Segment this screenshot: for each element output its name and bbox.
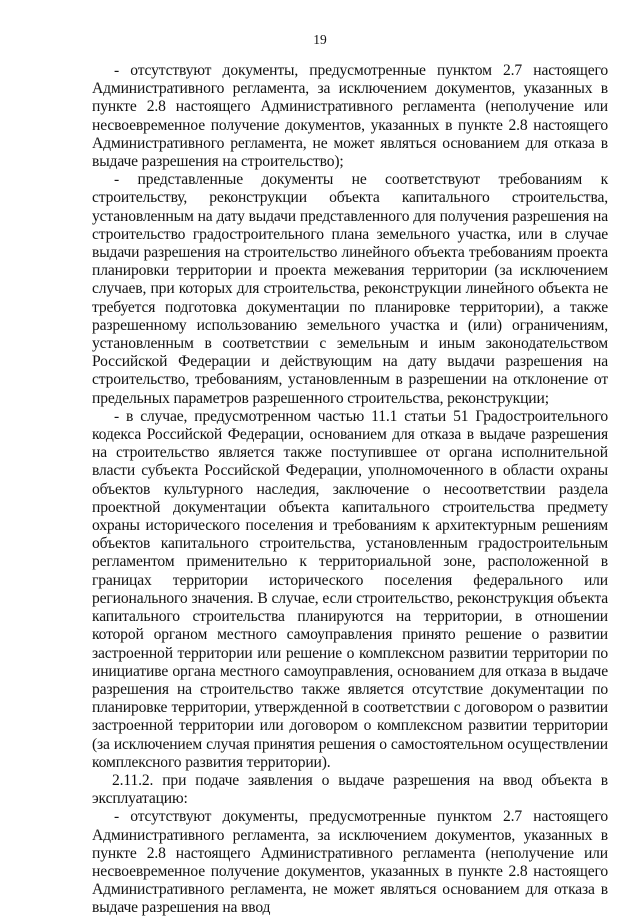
paragraph-noncompliant-documents: - представленные документы не соответствуют требованиям к строительству, реконструкции объекта капитального строительства, установленным на дату выдачи представленного для получения разрешения на строительство градостроительного плана земельного участка, или в случае выдачи разрешения на строительство линейного объекта требованиям проекта планировки территории и проекта межевания территории (за исключением случаев, при которых для строительства, реконструкции линейного объекта не требуется подготовка документации по планировке территории), а также разрешенному использованию земельного участка и (или) ограничениям, установленным в соответствии с земельным и иным законодательством Российской Федерации и действующим на дату выдачи разрешения на строительство, требованиям, установленным в разрешении на отклонение от предельных параметров разрешенного строительства, реконструкции; [92,171,608,407]
paragraph-historical-settlement: - в случае, предусмотренном частью 11.1 статьи 51 Градостроительного кодекса Российской Федерации, основанием для отказа в выдаче разрешения на строительство является также поступившее от органа исполнительной власти субъекта Российской Федерации, уполномоченного в области охраны объектов культурного наследия, заключение о несоответствии раздела проектной документации объекта капитального строительства предмету охраны исторического поселения и требованиям к архитектурным решениям объектов капитального строительства, установленным градостроительным регламентом применительно к территориальной зоне, расположенной в границах территории исторического поселения федерального или регионального значения. В случае, если строительство, реконструкция объекта капитального строительства планируются на территории, в отношении которой органом местного самоуправления принято решение о развитии застроенной территории или решение о комплексном развитии территории по инициативе органа местного самоуправления, основанием для отказа в выдаче разрешения на строительство также является отсутствие документации по планировке территории, утвержденной в соответствии с договором о развитии застроенной территории или договором о комплексном развитии территории (за исключением случая принятия решения о самостоятельном осуществлении комплексного развития территории). [92,407,608,771]
paragraph-missing-documents-commissioning: - отсутствуют документы, предусмотренные пунктом 2.7 настоящего Административного регламента, за исключением документов, указанных в пункте 2.8 настоящего Административного регламента (неполучение или несвоевременное получение документов, указанных в пункте 2.8 настоящего Административного регламента, не может являться основанием для отказа в выдаче разрешения на ввод [92,808,608,917]
paragraph-section-2-11-2: 2.11.2. при подаче заявления о выдаче разрешения на ввод объекта в эксплуатацию: [92,771,608,808]
document-body [92,62,608,918]
page-number: 19 [313,32,327,47]
paragraph-missing-documents-construction: - отсутствуют документы, предусмотренные пунктом 2.7 настоящего Административного регламента, за исключением документов, указанных в пункте 2.8 настоящего Административного регламента (неполучение или несвоевременное получение документов, указанных в пункте 2.8 настоящего Административного регламента, не может являться основанием для отказа в выдаче разрешения на строительство); [92,62,608,171]
